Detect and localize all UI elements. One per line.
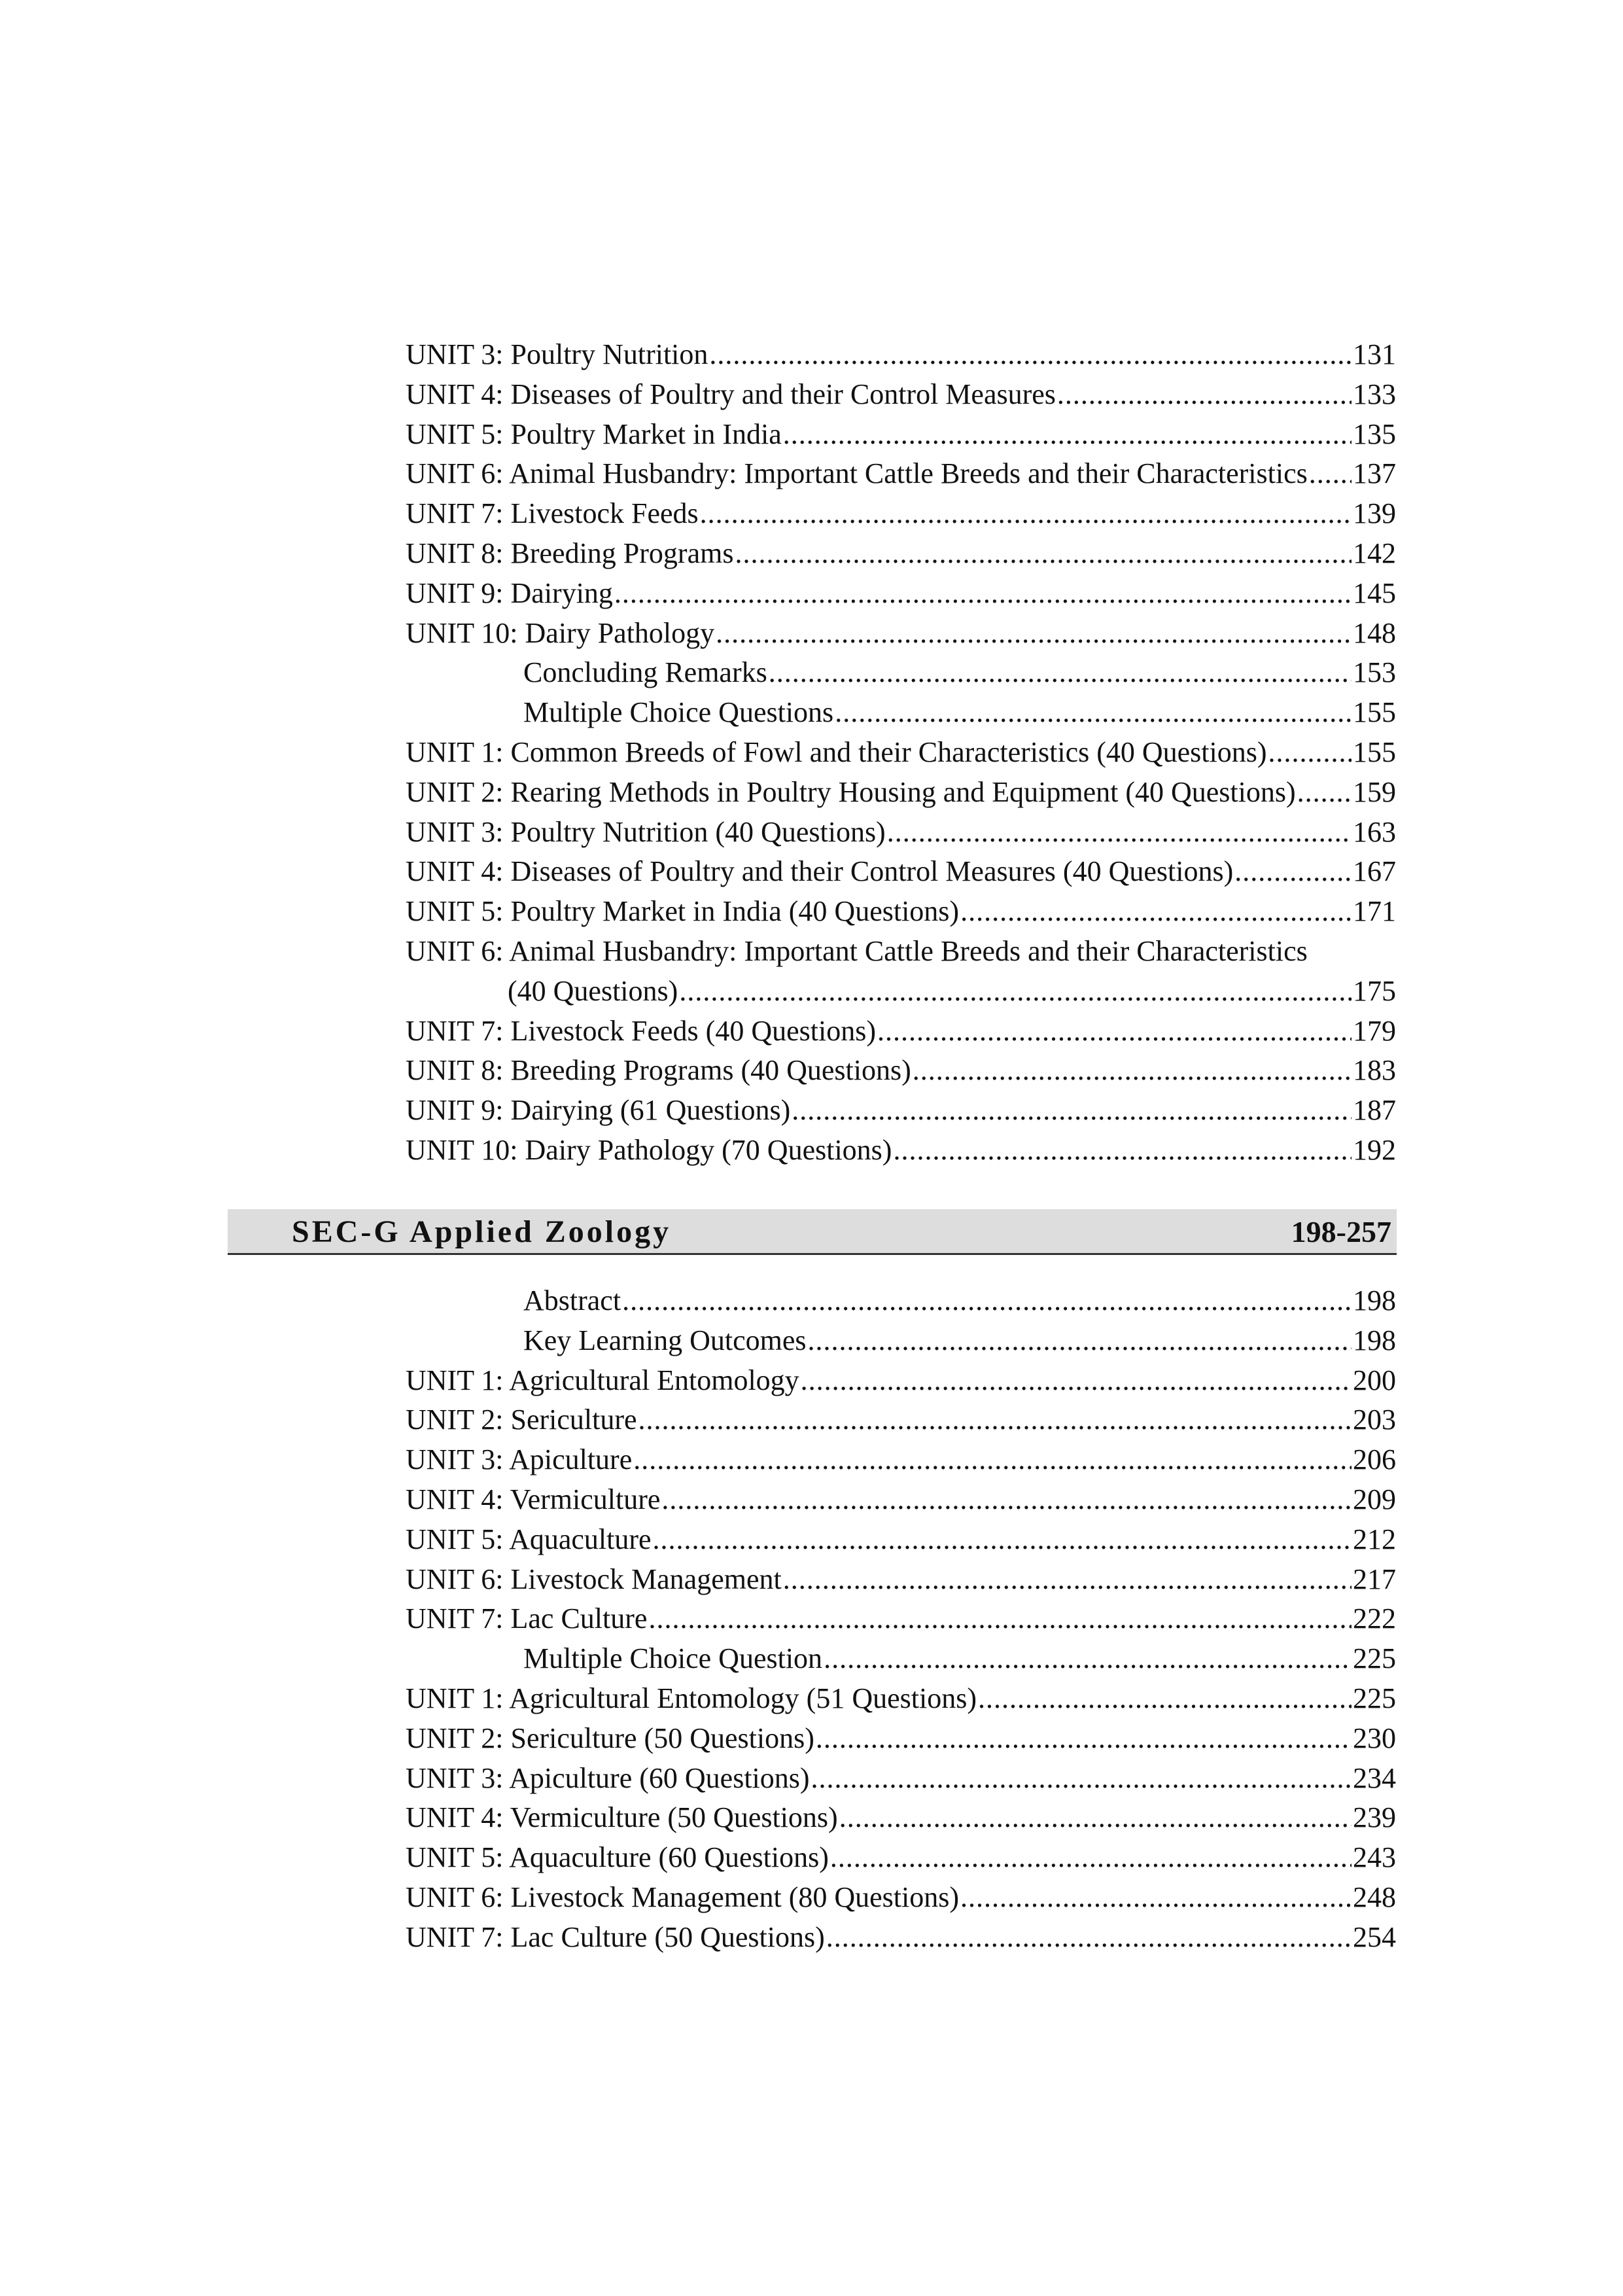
toc-entry bbox=[406, 1361, 1396, 1401]
toc-entry-page-number: 131 bbox=[1353, 338, 1396, 370]
dot-leader bbox=[960, 892, 1352, 932]
dot-leader bbox=[716, 614, 1352, 654]
dot-leader bbox=[614, 574, 1352, 614]
toc-entry-page-number: 187 bbox=[1353, 1094, 1396, 1127]
dot-leader bbox=[839, 1798, 1352, 1838]
toc-entry-title: UNIT 7: Livestock Feeds bbox=[406, 497, 699, 530]
section-page-range: 198-257 bbox=[1291, 1215, 1391, 1248]
toc-entry-page-number: 167 bbox=[1353, 855, 1396, 888]
toc-entry bbox=[406, 1321, 1396, 1361]
toc-entry-page-number: 192 bbox=[1353, 1133, 1396, 1166]
toc-entry-page-number: 159 bbox=[1353, 775, 1396, 808]
toc-entry-title: UNIT 2: Sericulture (50 Questions) bbox=[406, 1722, 814, 1754]
dot-leader bbox=[826, 1918, 1352, 1958]
toc-entry bbox=[406, 733, 1396, 773]
dot-leader bbox=[877, 1012, 1352, 1051]
toc-entry bbox=[406, 1878, 1396, 1918]
toc-entry bbox=[406, 693, 1396, 733]
toc-entry-title: Multiple Choice Questions bbox=[523, 696, 834, 729]
dot-leader bbox=[792, 1091, 1352, 1131]
toc-entry-title: UNIT 4: Diseases of Poultry and their Control Measures bbox=[406, 378, 1056, 410]
toc-entry-title: UNIT 9: Dairying bbox=[406, 576, 613, 609]
toc-entry bbox=[406, 1838, 1396, 1878]
toc-entry bbox=[406, 773, 1396, 813]
toc-entry-title: UNIT 7: Lac Culture bbox=[406, 1602, 648, 1635]
dot-leader bbox=[653, 1520, 1352, 1560]
toc-entry bbox=[406, 574, 1396, 614]
toc-entry-title: UNIT 2: Sericulture bbox=[406, 1404, 637, 1436]
toc-entry-title: UNIT 6: Animal Husbandry: Important Cattle Breeds and their Characteristics bbox=[406, 457, 1308, 490]
toc-entry bbox=[406, 1520, 1396, 1560]
dot-leader bbox=[830, 1838, 1352, 1878]
toc-entry-page-number: 203 bbox=[1353, 1404, 1396, 1436]
toc-entry bbox=[406, 375, 1396, 415]
toc-entry bbox=[406, 653, 1396, 693]
toc-entry-page-number: 254 bbox=[1353, 1920, 1396, 1953]
toc-entry-title: UNIT 8: Breeding Programs (40 Questions) bbox=[406, 1054, 911, 1087]
dot-leader bbox=[811, 1759, 1352, 1799]
dot-leader bbox=[709, 335, 1352, 375]
toc-entry-title: Multiple Choice Question bbox=[523, 1642, 823, 1675]
toc-entry-title: UNIT 3: Poultry Nutrition (40 Questions) bbox=[406, 815, 886, 848]
toc-entry bbox=[406, 813, 1396, 853]
toc-entry-page-number: 209 bbox=[1353, 1483, 1396, 1515]
toc-entry-title: (40 Questions) bbox=[508, 974, 678, 1007]
toc-entry-page-number: 230 bbox=[1353, 1722, 1396, 1754]
toc-entry bbox=[406, 415, 1396, 455]
toc-entry bbox=[406, 1091, 1396, 1131]
dot-leader bbox=[633, 1440, 1352, 1480]
toc-entry-page-number: 175 bbox=[1353, 974, 1396, 1007]
toc-entry-title: UNIT 4: Diseases of Poultry and their Control Measures (40 Questions) bbox=[406, 855, 1234, 888]
toc-entry-title: Abstract bbox=[523, 1284, 621, 1316]
toc-entry-title: UNIT 4: Vermiculture (50 Questions) bbox=[406, 1801, 838, 1834]
toc-entry-page-number: 148 bbox=[1353, 616, 1396, 649]
toc-entry-title: UNIT 6: Livestock Management (80 Questions) bbox=[406, 1881, 960, 1913]
toc-entry-page-number: 155 bbox=[1353, 696, 1396, 729]
toc-entry-page-number: 243 bbox=[1353, 1841, 1396, 1874]
toc-entry-page-number: 222 bbox=[1353, 1602, 1396, 1635]
dot-leader bbox=[808, 1321, 1352, 1361]
toc-entry bbox=[406, 1798, 1396, 1838]
toc-entry bbox=[406, 534, 1396, 574]
toc-entry-title: UNIT 1: Agricultural Entomology (51 Questions) bbox=[406, 1682, 977, 1714]
toc-entry bbox=[406, 932, 1396, 972]
toc-entry-title: UNIT 3: Apiculture bbox=[406, 1443, 633, 1476]
dot-leader bbox=[893, 1131, 1352, 1171]
toc-entry-page-number: 234 bbox=[1353, 1761, 1396, 1794]
toc-entry bbox=[406, 494, 1396, 534]
dot-leader bbox=[1297, 773, 1352, 813]
toc-entry-title: UNIT 7: Livestock Feeds (40 Questions) bbox=[406, 1014, 876, 1047]
dot-leader bbox=[622, 1281, 1352, 1321]
dot-leader bbox=[887, 813, 1352, 853]
toc-entry bbox=[406, 1560, 1396, 1600]
toc-entry-page-number: 212 bbox=[1353, 1523, 1396, 1555]
dot-leader bbox=[735, 534, 1352, 574]
dot-leader bbox=[648, 1599, 1352, 1639]
toc-entry-title: UNIT 1: Agricultural Entomology bbox=[406, 1364, 799, 1396]
dot-leader bbox=[638, 1400, 1352, 1440]
toc-entry-page-number: 225 bbox=[1353, 1642, 1396, 1675]
toc-entry-title: UNIT 1: Common Breeds of Fowl and their Characteristics (40 Questions) bbox=[406, 735, 1267, 768]
dot-leader bbox=[816, 1719, 1352, 1759]
dot-leader bbox=[1234, 852, 1352, 892]
toc-entry bbox=[406, 1599, 1396, 1639]
toc-entry-page-number: 142 bbox=[1353, 537, 1396, 569]
toc-entry-page-number: 217 bbox=[1353, 1563, 1396, 1595]
dot-leader bbox=[1268, 733, 1352, 773]
toc-entry bbox=[406, 1918, 1396, 1958]
dot-leader bbox=[824, 1639, 1352, 1679]
toc-entry-title: UNIT 5: Aquaculture bbox=[406, 1523, 652, 1555]
toc-entry-title: UNIT 6: Livestock Management bbox=[406, 1563, 782, 1595]
toc-entry-title: UNIT 3: Poultry Nutrition bbox=[406, 338, 708, 370]
dot-leader bbox=[700, 494, 1352, 534]
toc-entry-title: UNIT 3: Apiculture (60 Questions) bbox=[406, 1761, 810, 1794]
toc-entry-title: UNIT 5: Poultry Market in India (40 Questions) bbox=[406, 895, 960, 928]
toc-entry-title: UNIT 8: Breeding Programs bbox=[406, 537, 734, 569]
toc-entry bbox=[406, 335, 1396, 375]
toc-entry bbox=[406, 892, 1396, 932]
toc-entry-page-number: 135 bbox=[1353, 417, 1396, 450]
toc-entry-title: UNIT 4: Vermiculture bbox=[406, 1483, 661, 1515]
toc-entry-page-number: 155 bbox=[1353, 735, 1396, 768]
toc-entry-page-number: 239 bbox=[1353, 1801, 1396, 1834]
dot-leader bbox=[1309, 454, 1352, 494]
dot-leader bbox=[960, 1878, 1352, 1918]
dot-leader bbox=[978, 1679, 1352, 1719]
toc-entry-title: Key Learning Outcomes bbox=[523, 1324, 807, 1356]
toc-entry-page-number: 198 bbox=[1353, 1284, 1396, 1316]
toc-entry-page-number: 200 bbox=[1353, 1364, 1396, 1396]
toc-entry-title: Concluding Remarks bbox=[523, 656, 767, 689]
toc-entry-title: UNIT 6: Animal Husbandry: Important Cattle Breeds and their Characteristics bbox=[406, 934, 1308, 967]
toc-entry bbox=[406, 1281, 1396, 1321]
toc-entry-page-number: 198 bbox=[1353, 1324, 1396, 1356]
toc-entry-page-number: 179 bbox=[1353, 1014, 1396, 1047]
toc-entry-title: UNIT 7: Lac Culture (50 Questions) bbox=[406, 1920, 825, 1953]
toc-entry-page-number: 153 bbox=[1353, 656, 1396, 689]
toc-entry bbox=[406, 1051, 1396, 1091]
toc-entry bbox=[406, 1440, 1396, 1480]
toc-entry bbox=[406, 852, 1396, 892]
toc-entry-title: UNIT 9: Dairying (61 Questions) bbox=[406, 1094, 791, 1127]
toc-entry-page-number: 206 bbox=[1353, 1443, 1396, 1476]
toc-entry-page-number: 137 bbox=[1353, 457, 1396, 490]
toc-list-top bbox=[406, 335, 1396, 1171]
toc-entry-page-number: 225 bbox=[1353, 1682, 1396, 1714]
toc-entry-page-number: 163 bbox=[1353, 815, 1396, 848]
toc-entry-title: UNIT 5: Poultry Market in India bbox=[406, 417, 782, 450]
toc-entry-page-number: 133 bbox=[1353, 378, 1396, 410]
toc-entry-page-number: 139 bbox=[1353, 497, 1396, 530]
toc-entry bbox=[406, 1639, 1396, 1679]
dot-leader bbox=[769, 653, 1352, 693]
toc-entry-page-number: 248 bbox=[1353, 1881, 1396, 1913]
toc-entry bbox=[406, 972, 1396, 1012]
dot-leader bbox=[783, 1560, 1352, 1600]
toc-entry bbox=[406, 1012, 1396, 1051]
dot-leader bbox=[835, 693, 1352, 733]
toc-entry bbox=[406, 1759, 1396, 1799]
toc-entry-page-number: 171 bbox=[1353, 895, 1396, 928]
dot-leader bbox=[801, 1361, 1352, 1401]
dot-leader bbox=[661, 1480, 1352, 1520]
toc-entry-title: UNIT 10: Dairy Pathology (70 Questions) bbox=[406, 1133, 892, 1166]
dot-leader bbox=[913, 1051, 1352, 1091]
toc-entry bbox=[406, 614, 1396, 654]
section-title: SEC-G Applied Zoology bbox=[292, 1214, 672, 1249]
dot-leader bbox=[783, 415, 1352, 455]
dot-leader bbox=[1057, 375, 1352, 415]
toc-entry bbox=[406, 1679, 1396, 1719]
toc-entry bbox=[406, 454, 1396, 494]
dot-leader bbox=[679, 972, 1352, 1012]
toc-entry-page-number: 183 bbox=[1353, 1054, 1396, 1087]
toc-entry-title: UNIT 2: Rearing Methods in Poultry Housing and Equipment (40 Questions) bbox=[406, 775, 1296, 808]
section-header-bar bbox=[228, 1209, 1397, 1255]
toc-entry-title: UNIT 5: Aquaculture (60 Questions) bbox=[406, 1841, 829, 1874]
toc-entry bbox=[406, 1131, 1396, 1171]
toc-entry bbox=[406, 1400, 1396, 1440]
toc-entry-title: UNIT 10: Dairy Pathology bbox=[406, 616, 715, 649]
toc-entry bbox=[406, 1480, 1396, 1520]
toc-entry bbox=[406, 1719, 1396, 1759]
toc-entry-page-number: 145 bbox=[1353, 576, 1396, 609]
toc-list-bottom bbox=[406, 1281, 1396, 1958]
